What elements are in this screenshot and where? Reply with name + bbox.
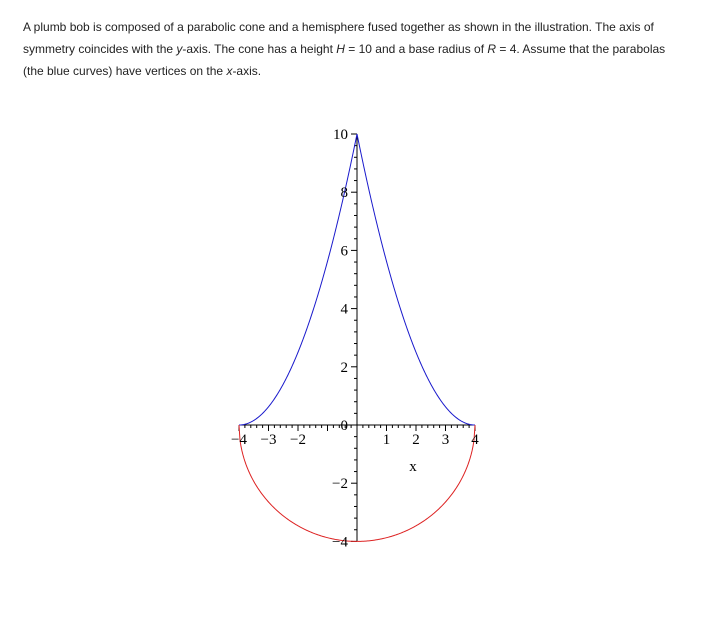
y-tick-label: 4 <box>340 301 348 318</box>
axes <box>239 134 475 541</box>
y-tick-label: 0 <box>340 418 348 434</box>
var-R: R <box>487 42 497 56</box>
y-tick-label: 10 <box>333 127 348 143</box>
var-H: H <box>336 42 345 56</box>
problem-text-part4: = 4. Assume that the parabolas (the blue curves) have vertices on the <box>23 42 666 78</box>
x-tick-label: −3 <box>260 432 277 448</box>
y-tick-label: 6 <box>340 243 348 260</box>
x-tick-label: 2 <box>412 432 420 448</box>
problem-text-part1: A plumb bob is composed of a parabolic cone and a hemisphere fused together as shown in the illustration. The axis of symmetry coincides with the <box>23 20 654 56</box>
x-axis-label: x <box>409 459 417 475</box>
problem-text-part3: = 10 and a base radius of <box>344 42 488 56</box>
problem-text-part2: -axis. The cone has a height <box>182 42 337 56</box>
x-tick-label: −4 <box>231 432 247 448</box>
y-tick-label: 8 <box>340 185 348 202</box>
x-tick-label: 1 <box>382 432 391 448</box>
var-x: x <box>226 64 233 78</box>
x-tick-label: 3 <box>441 432 450 448</box>
var-y: y <box>176 42 183 56</box>
y-tick-label: −2 <box>332 476 348 493</box>
left-parabola-curve <box>239 134 357 425</box>
y-tick-label: −4 <box>332 534 348 551</box>
x-tick-label: −2 <box>290 432 306 448</box>
right-parabola-curve <box>357 134 475 425</box>
x-tick-label: 4 <box>471 432 479 448</box>
y-tick-label: 2 <box>340 359 348 376</box>
tick-labels <box>231 127 479 550</box>
problem-text-part5: -axis. <box>232 64 262 78</box>
